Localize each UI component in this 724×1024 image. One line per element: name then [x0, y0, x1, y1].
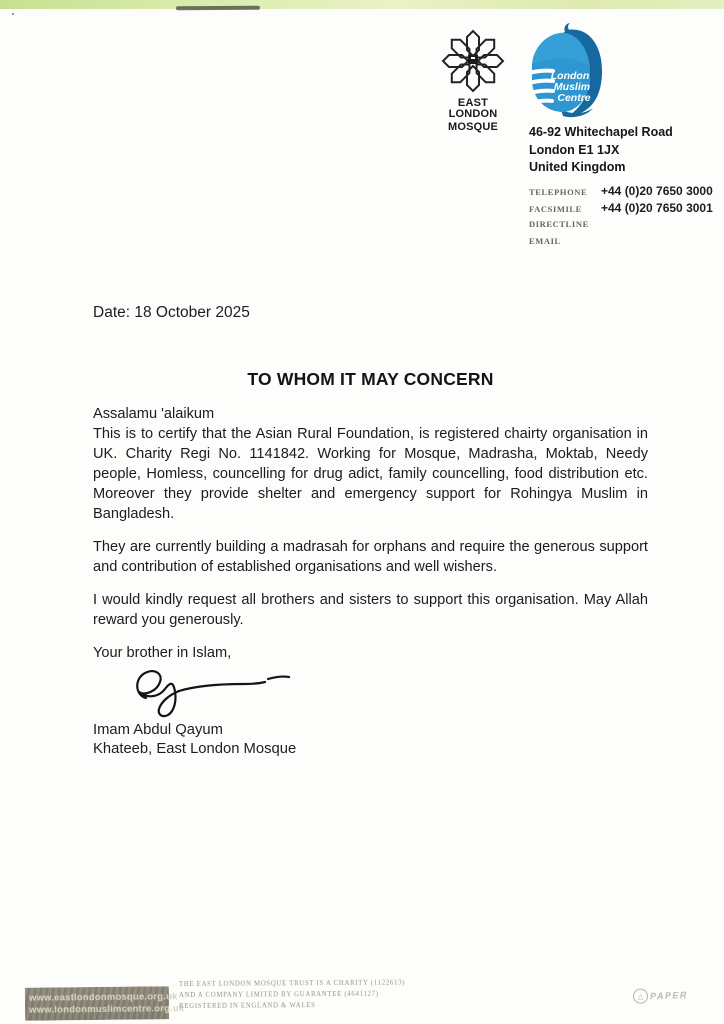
- scan-smudge: [176, 6, 260, 11]
- contact-list: [529, 184, 719, 254]
- lmc-wordmark-line2: Muslim: [553, 81, 591, 93]
- website-block: [25, 986, 185, 1021]
- letter-paragraph: [93, 404, 648, 424]
- facsimile-label: FACSIMILE: [529, 204, 582, 214]
- letter-paragraph: [93, 590, 648, 630]
- registration-line-1: THE EAST LONDON MOSQUE TRUST IS A CHARITY (1122613): [178, 979, 406, 989]
- letter-line: Assalamu 'alaikum: [93, 406, 215, 422]
- address-country: United Kingdom: [529, 160, 626, 174]
- contact-row-directline: [529, 219, 719, 237]
- facsimile-value: +44 (0)20 7650 3001: [601, 201, 713, 215]
- letter-line: and contribution of established organisations and well wishers.: [93, 559, 498, 575]
- kaaba-icon: [468, 55, 478, 64]
- telephone-label: TELEPHONE: [529, 186, 588, 197]
- signatory-name: Imam Abdul Qayum: [93, 722, 223, 738]
- letter-body: [93, 303, 648, 759]
- letter-paragraphs: [93, 404, 648, 663]
- letter-line: I would kindly request all brothers and sisters to support this organisation. May Allah: [93, 592, 648, 608]
- letter-line: They are currently building a madrasah for orphans and require the generous support: [93, 539, 648, 555]
- letter-line: Your brother in Islam,: [93, 645, 232, 661]
- london-muslim-centre-logo: [523, 22, 615, 118]
- letterhead-address: [529, 124, 719, 254]
- registration-block: [179, 977, 479, 1012]
- recycled-paper-mark: [633, 987, 688, 1004]
- contact-row-facsimile: [529, 201, 719, 219]
- letter-line: people, Homless, councelling for drug adict, family councelling, food distribution etc.: [93, 466, 648, 482]
- letter-title: TO WHOM IT MAY CONCERN: [247, 369, 494, 389]
- letter-line: UK. Charity Regi No. 1141842. Working for Mosque, Madrasha, Moktab, Needy: [93, 446, 648, 462]
- letter-paragraph: [93, 537, 648, 577]
- elm-rosette-icon: [437, 26, 509, 96]
- website-elm: www.eastlondonmosque.org.uk: [28, 990, 178, 1004]
- registration-line-3: REGISTERED IN ENGLAND & WALES: [179, 1002, 316, 1011]
- lmc-dome-icon: [523, 22, 615, 118]
- letter-line: Bangladesh.: [93, 506, 175, 522]
- letter-line: This is to certify that the Asian Rural Foundation, is registered chairty organisation in: [93, 426, 648, 442]
- lmc-wordmark-line3: Centre: [557, 92, 591, 104]
- signatory-title: Khateeb, East London Mosque: [93, 741, 297, 757]
- contact-row-email: [529, 236, 719, 254]
- recycle-circle-icon: △: [633, 988, 649, 1004]
- letter-paragraph: [93, 643, 648, 663]
- lmc-wordmark-line1: London: [550, 70, 590, 82]
- directline-label: DIRECTLINE: [529, 218, 589, 229]
- letter-paragraph: [93, 424, 648, 524]
- letter-line: reward you generously.: [93, 612, 244, 628]
- handwritten-signature-icon: [115, 665, 300, 721]
- telephone-value: +44 (0)20 7650 3000: [601, 183, 713, 198]
- elm-name-line2: MOSQUE: [447, 121, 499, 133]
- letter-line: Moreover they provide shelter and emergency support for Rohingya Muslim in: [93, 486, 648, 502]
- paper-mark-label: PAPER: [649, 989, 689, 1001]
- date-line: Date: 18 October 2025: [93, 304, 250, 321]
- east-london-mosque-logo: [432, 26, 514, 133]
- elm-name-line1: EAST LONDON: [448, 97, 498, 120]
- address-city: London E1 1JX: [529, 142, 620, 157]
- contact-row-telephone: [529, 184, 719, 202]
- scan-speck: [12, 13, 14, 15]
- signature: [115, 665, 648, 721]
- scan-edge-strip: [0, 0, 724, 9]
- registration-line-2: AND A COMPANY LIMITED BY GUARANTEE (4641127): [178, 990, 379, 1000]
- email-label: EMAIL: [529, 236, 561, 246]
- website-lmc: www.londonmuslimcentre.org.uk: [29, 1002, 185, 1016]
- address-street: 46-92 Whitechapel Road: [529, 125, 673, 139]
